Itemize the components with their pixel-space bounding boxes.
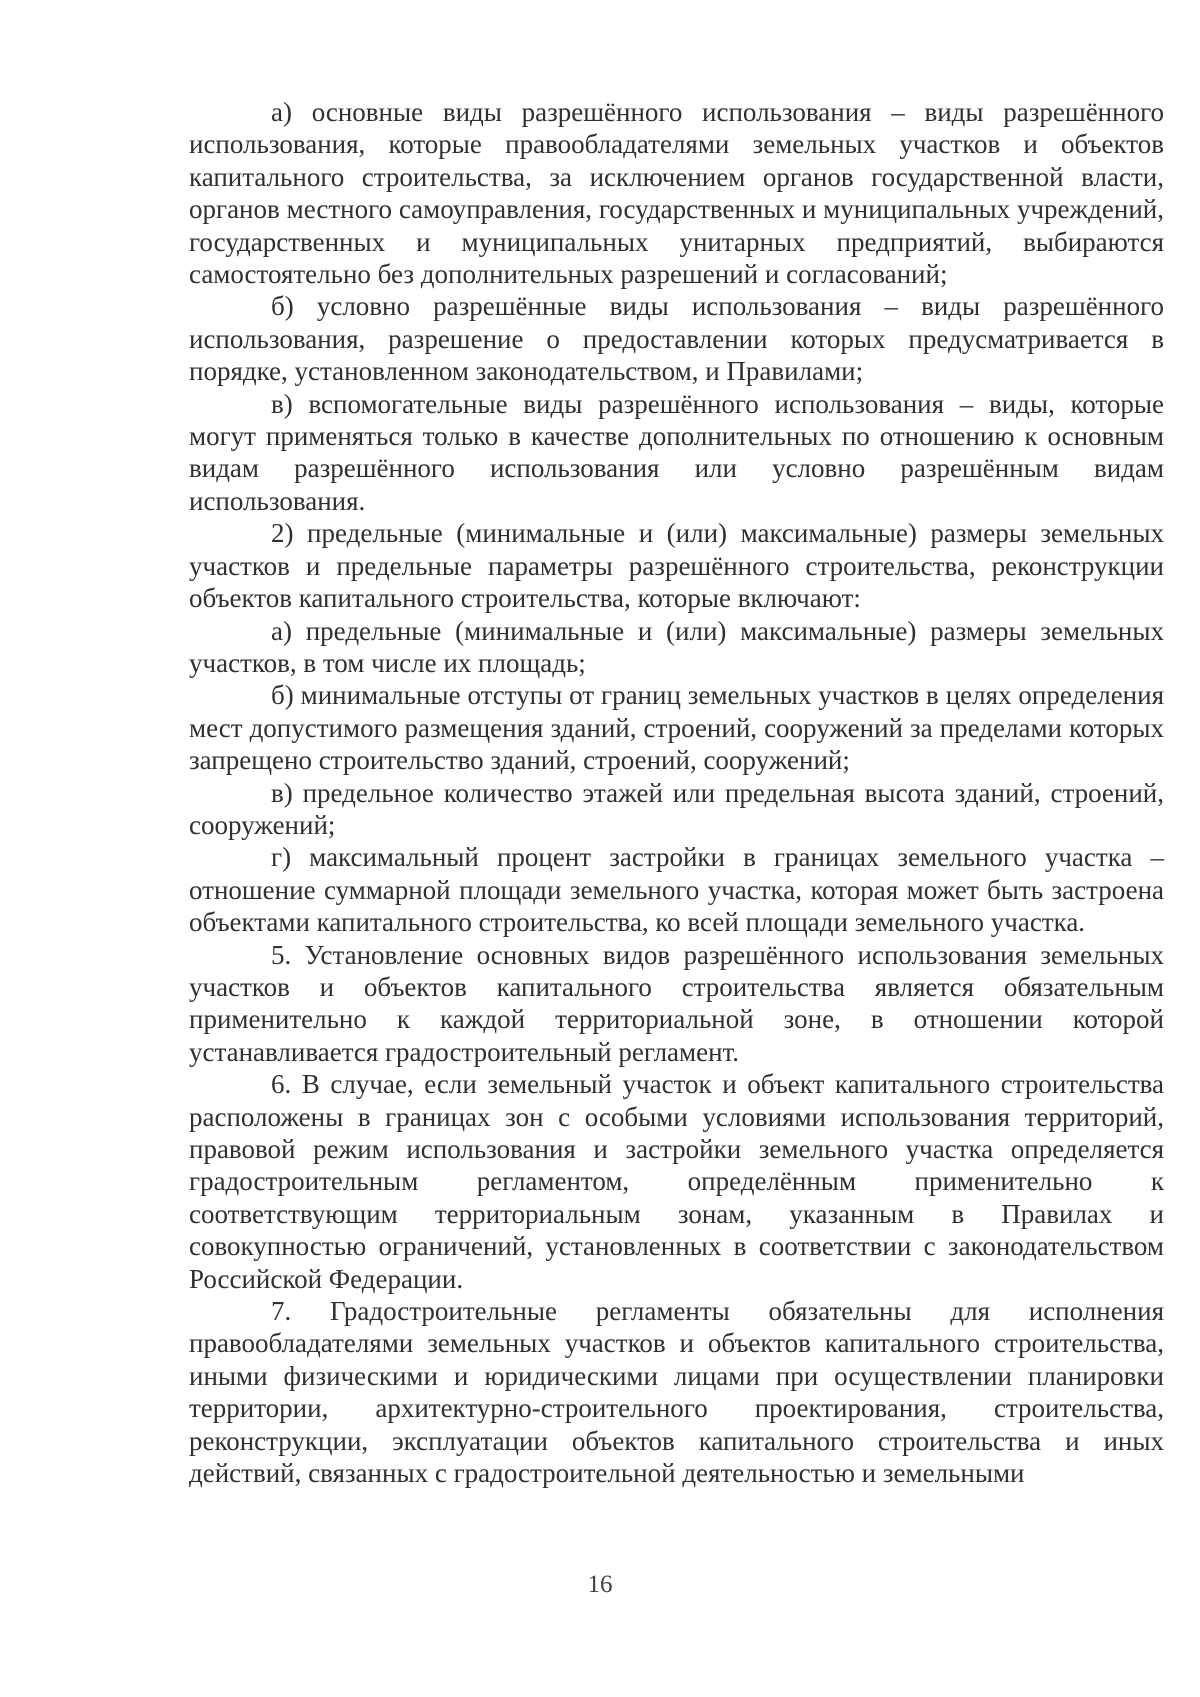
body-text xyxy=(189,96,1164,1489)
paragraph-v-auxiliary-uses: в) вспомогательные виды разрешённого использования – виды, которые могут применяться только в качестве дополнительных по отношению к основным видам разрешённого использования или условно разрешённым видам использования. xyxy=(189,388,1164,516)
paragraph-v-floors: в) предельное количество этажей или предельная высота зданий, строений, сооружений; xyxy=(189,777,1164,840)
paragraph-g-building-percent: г) максимальный процент застройки в границах земельного участка – отношение суммарной площади земельного участка, которая может быть застроена объектами капитального строительства, ко всей площади земельного участка. xyxy=(189,842,1164,938)
page-number: 16 xyxy=(587,1571,613,1598)
paragraph-6-special-zones: 6. В случае, если земельный участок и объект капитального строительства расположены в границах зон с особыми условиями использования территорий, правовой режим использования и застройки земельного участка определяется градостроительным регламентом, определённым применительно к соответствующим территориальным зонам, указанным в Правилах и совокупностью ограничений, установленных в соответствии с законодательством Российской Федерации. xyxy=(189,1069,1164,1294)
paragraph-2-limit-parameters: 2) предельные (минимальные и (или) максимальные) размеры земельных участков и предельные параметры разрешённого строительства, реконструкции объектов капитального строительства, которые включают: xyxy=(189,518,1164,614)
paragraph-a-plot-sizes: а) предельные (минимальные и (или) максимальные) размеры земельных участков, в том числе их площадь; xyxy=(189,615,1164,678)
paragraph-b-conditional-uses: б) условно разрешённые виды использования – виды разрешённого использования, разрешение о предоставлении которых предусматривается в порядке, установленном законодательством, и Правилами; xyxy=(189,291,1164,387)
paragraph-5-main-uses-mandatory: 5. Установление основных видов разрешённого использования земельных участков и объектов капитального строительства является обязательным применительно к каждой территориальной зоне, в отношении которой устанавливается градостроительный регламент. xyxy=(189,939,1164,1067)
paragraph-a-main-uses: а) основные виды разрешённого использования – виды разрешённого использования, которые правообладателями земельных участков и объектов капитального строительства, за исключением органов государственной власти, органов местного самоуправления, государственных и муниципальных учреждений, государственных и муниципальных унитарных предприятий, выбираются самостоятельно без дополнительных разрешений и согласований; xyxy=(189,97,1164,290)
paragraph-7-regulations-binding: 7. Градостроительные регламенты обязательны для исполнения правообладателями земельных участков и объектов капитального строительства, иными физическими и юридическими лицами при осуществлении планировки территории, архитектурно-строительного проектирования, строительства, реконструкции, эксплуатации объектов капитального строительства и иных действий, связанных с градостроительной деятельностью и земельными xyxy=(189,1296,1164,1489)
paragraph-b-setbacks: б) минимальные отступы от границ земельных участков в целях определения мест допустимого размещения зданий, строений, сооружений за пределами которых запрещено строительство зданий, строений, сооружений; xyxy=(189,680,1164,776)
